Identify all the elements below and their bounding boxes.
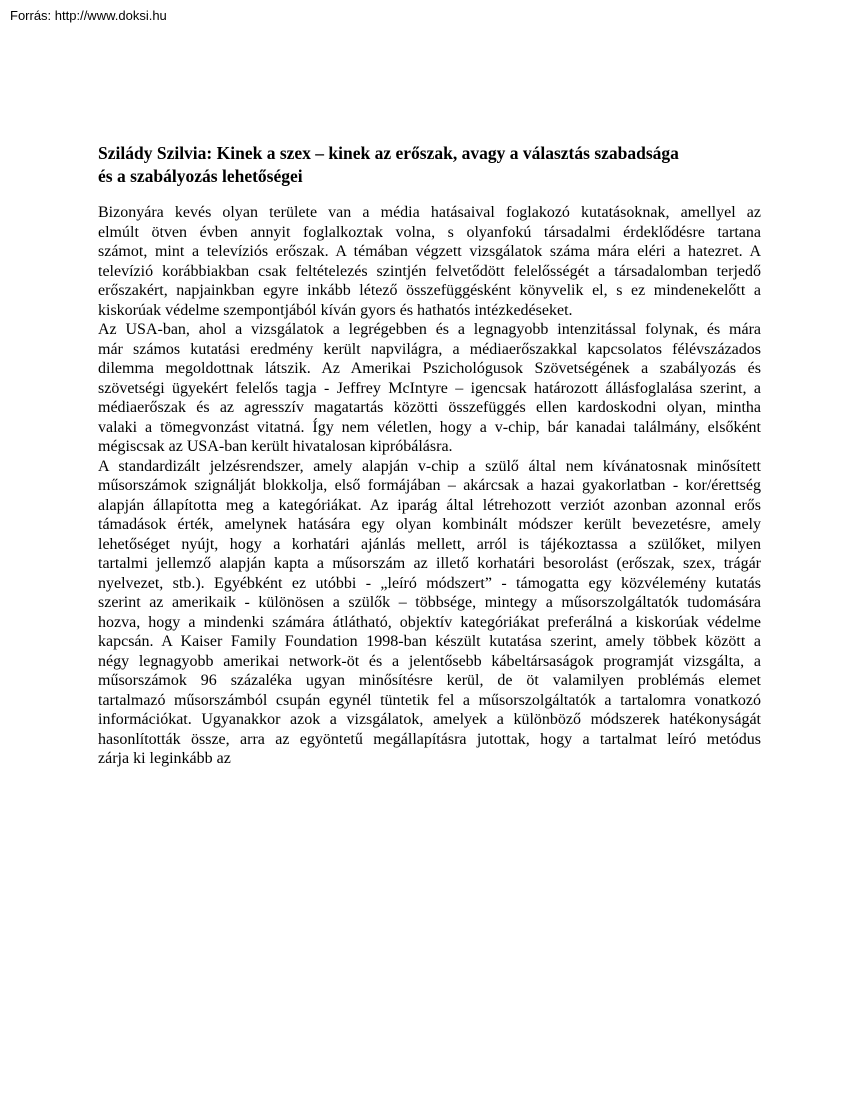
- paragraph-3-line-3: alapján állapította meg a kategóriákat. Az iparág által létrehozott verziót azonban azonnal erős: [98, 496, 761, 514]
- paragraph-3-line-10: kapcsán. A Kaiser Family Foundation 1998-ban készült kutatása szerint, amely többek között a: [98, 633, 761, 650]
- document-title: [98, 142, 761, 188]
- paragraph-2-line-7: mégiscsak az USA-ban került hivatalosan kipróbálásra.: [98, 438, 453, 455]
- paragraph-2-line-3: dilemma megoldottnak látszik. Az Amerikai Pszichológusok Szövetségének a szabályozás és: [98, 360, 761, 377]
- paragraph-3-line-6: tartalmi jellemző alapján kapta a műsorszám az illető korhatári besorolást (erőszak, szex, trágár: [98, 555, 761, 572]
- paragraph-1-line-3: számot, mint a televíziós erőszak. A témában végzett vizsgálatok száma mára eléri a hatezret. A: [98, 243, 761, 260]
- paragraph-3-line-1: A standardizált jelzésrendszer, amely alapján v-chip a szülő által nem kívánatosnak minősített: [98, 457, 761, 475]
- paragraph-3-line-2: műsorszámok szignálját blokkolja, első formájában – akárcsak a hazai gyakorlatban - kor/érettség: [98, 477, 761, 494]
- paragraph-3-line-15: hasonlították össze, arra az egyöntetű megállapításra jutottak, hogy a tartalmat leíró metódus: [98, 730, 761, 748]
- source-url-label: Forrás: http://www.doksi.hu: [10, 8, 167, 23]
- paragraph-3-line-9: hozva, hogy a mindenki számára átlátható, objektív kategóriákat preferálná a kiskorúak védelme: [98, 613, 761, 631]
- paragraph-3-line-8: szerint az amerikaik - különösen a szülők – többsége, mintegy a műsorszolgáltatók tudomására: [98, 594, 761, 611]
- paragraph-2-line-6: valaki a tömegvonzást vitatná. Így nem véletlen, hogy a v-chip, bár kanadai találmány, elsőként: [98, 418, 761, 436]
- paragraph-3-line-14: információkat. Ugyanakkor azok a vizsgálatok, amelyek a különböző módszerek hatékonyságát: [98, 711, 761, 728]
- paragraph-1-line-2: elmúlt ötven évben annyit foglalkoztak volna, s olyanfokú társadalmi érdeklődésre tartana: [98, 223, 761, 241]
- paragraph-3-line-4: támadások érték, amelynek hatására egy olyan kombinált módszer került bevezetésre, amely: [98, 516, 761, 533]
- paragraph-2-line-2: már számos kutatási eredmény került napvilágra, a médiaerőszakkal kapcsolatos félévszázados: [98, 340, 761, 358]
- paragraph-1-line-5: erőszakért, napjainkban egyre inkább létező összefüggésként könyvelik el, s ez mindenekelőtt a: [98, 282, 761, 299]
- paragraph-2-line-5: médiaerőszak és az agresszív magatartás közötti összefüggés ellen kardoskodni olyan, mintha: [98, 399, 761, 416]
- paragraph-2-line-1: Az USA-ban, ahol a vizsgálatok a legrégebben és a legnagyobb intenzitással folynak, és mára: [98, 321, 761, 338]
- paragraph-3-line-13: tartalmazó műsorszámból csupán egynél tüntetik fel a műsorszolgáltatók a tartalomra vonatkozó: [98, 691, 761, 709]
- paragraph-2-line-4: szövetségi ügyekért felelős tagja - Jeffrey McIntyre – igencsak határozott állásfoglalása szerint, a: [98, 379, 761, 397]
- paragraph-3-line-11: négy legnagyobb amerikai network-öt és a jelentősebb kábeltársaságok programját vizsgálta, a: [98, 652, 761, 670]
- document-body: [98, 203, 761, 769]
- paragraph-1-line-4: televízió korábbiakban csak feltételezés szintjén felvetődött felelősségét a társadalomban terjedő: [98, 262, 761, 280]
- title-line-1: Szilády Szilvia: Kinek a szex – kinek az erőszak, avagy a választás szabadsága: [98, 143, 679, 163]
- paragraph-1-line-1: Bizonyára kevés olyan területe van a média hatásaival foglakozó kutatásoknak, amellyel az: [98, 204, 761, 221]
- paragraph-3-line-12: műsorszámok 96 százaléka ugyan minősítésre kerül, de öt valamilyen problémás elemet: [98, 672, 761, 689]
- title-line-2: és a szabályozás lehetőségei: [98, 166, 303, 186]
- paragraph-1-line-6: kiskorúak védelme szempontjából kíván gyors és hathatós intézkedéseket.: [98, 301, 573, 319]
- document-content: [98, 142, 761, 769]
- paragraph-3-line-7: nyelvezet, stb.). Egyébként ez utóbbi - „leíró módszert” - támogatta egy közvélemény kutatás: [98, 574, 761, 592]
- paragraph-3-line-5: lehetőséget nyújt, hogy a korhatári ajánlás mellett, arról is tájékoztassa a szülőket, milyen: [98, 535, 761, 553]
- paragraph-3-line-16: zárja ki leginkább az: [98, 750, 231, 767]
